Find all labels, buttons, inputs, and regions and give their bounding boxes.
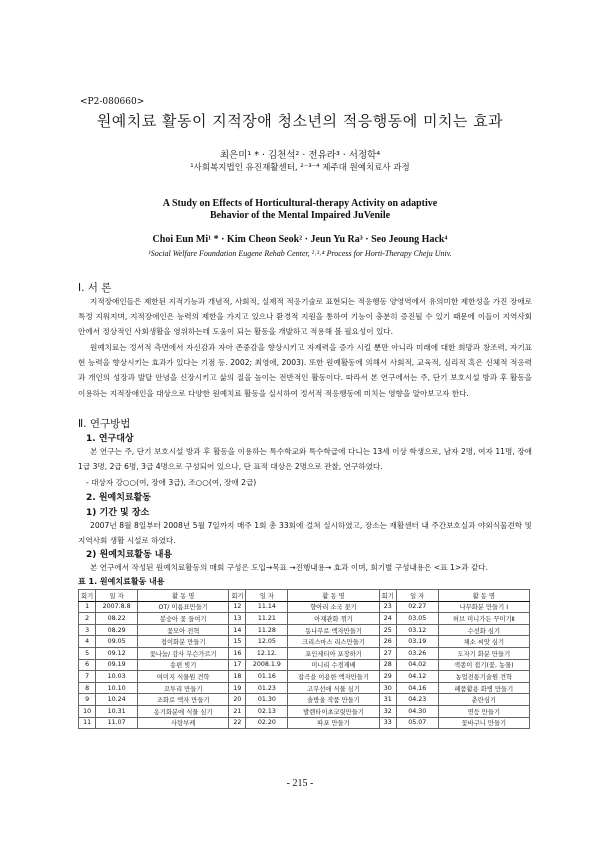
table-cell-session: 31: [379, 694, 396, 706]
table-cell-session: 11: [79, 717, 96, 729]
table-cell-activity: 꽃나눔/ 감사 무슨가르기: [138, 647, 229, 659]
page-number: - 215 -: [286, 778, 314, 789]
table-cell-activity: 발렌타이초코릿만들기: [288, 705, 379, 717]
intro-paragraph-1: 지적장애인들은 제한된 지적기능과 개념적, 사회적, 실제적 적응기술로 표현되는 적응행동 양영역에서 유의미한 제한성을 가진 장애로 특정 지워지며, 지적장애인은 능력의 제한을 가지고 있으나 환경적 지원을 통하여 기능이 충분히 증진될 수 있기 때문에 이들이 지역사회 안에서 정상적인 사회생활을 영위하는데 도움이 되는 활동을 개발하고 적용해 볼 필요성이 있다.: [78, 297, 532, 337]
table-cell-date: 01.30: [246, 694, 288, 706]
table-row: [79, 647, 530, 659]
table-cell-session: 17: [229, 659, 246, 671]
title-english-line1: A Study on Effects of Horticultural-therapy Activity on adaptive: [162, 198, 438, 209]
activity-table: [78, 589, 530, 729]
table-cell-activity: 옹기화분에 식물 심기: [138, 705, 229, 717]
table-cell-activity: 크리스마스 리스만들기: [288, 636, 379, 648]
table-cell-session: 8: [79, 682, 96, 694]
table-cell-activity: 사탕부케: [138, 717, 229, 729]
table-cell-date: 04.30: [396, 705, 438, 717]
title-korean: 원예치료 활동이 지적장애 청소년의 적응행동에 미치는 효과: [96, 112, 504, 130]
table-cell-activity: 연등 만들기: [438, 705, 529, 717]
table-cell-date: 10.03: [96, 671, 138, 683]
table-cell-activity: 춘란심기: [438, 694, 529, 706]
table-cell-session: 26: [379, 636, 396, 648]
subjects-paragraph: 본 연구는 주, 단기 보호시설 방과 후 활동을 이용하는 특수학교와 특수학급에 다니는 13세 이상 학생으로, 남자 2명, 여자 11명, 장애1급 3명, 2급 6명, 3급 4명으로 구성되어 있으나, 단 표적 대상은 2명으로 관찰, 연구하였다.: [78, 447, 532, 472]
table-cell-session: 27: [379, 647, 396, 659]
section-heading-methods: Ⅱ. 연구방법: [78, 418, 131, 430]
table-row: [79, 636, 530, 648]
table-cell-date: 10.31: [96, 705, 138, 717]
table-cell-date: 02.13: [246, 705, 288, 717]
table-cell-date: 11.21: [246, 613, 288, 625]
table-row: [79, 601, 530, 613]
header-date: 일 자: [96, 590, 138, 602]
header-activity: 활 동 명: [138, 590, 229, 602]
table-row: [79, 613, 530, 625]
table-cell-date: 12.05: [246, 636, 288, 648]
table-caption: 표 1. 원예치료활동 내용: [78, 577, 165, 586]
title-english: [0, 198, 600, 222]
table-cell-session: 24: [379, 613, 396, 625]
table-cell-date: 03.05: [396, 613, 438, 625]
affiliation-korean: ¹사회복지법인 유진재활센터, ²⁻³⁻⁴ 제주대 원예치료사 과정: [190, 163, 410, 173]
table-cell-session: 6: [79, 659, 96, 671]
table-cell-activity: 나무화분 만들기 Ⅰ: [438, 601, 529, 613]
title-english-line2: Behavior of the Mental Impaired JuVenile: [209, 210, 391, 221]
authors-korean: 최은미¹ * · 김천석² · 전유라³ · 서정학⁴: [219, 150, 381, 161]
table-cell-session: 32: [379, 705, 396, 717]
table-cell-date: 08.22: [96, 613, 138, 625]
table-cell-date: 04.23: [396, 694, 438, 706]
table-cell-session: 19: [229, 682, 246, 694]
table-cell-session: 25: [379, 624, 396, 636]
table-cell-session: 21: [229, 705, 246, 717]
table-cell-date: 03.19: [396, 636, 438, 648]
table-cell-session: 13: [229, 613, 246, 625]
subjects-note: - 대상자 강○○(여, 장애 3급), 조○○(여, 장애 2급): [86, 478, 257, 487]
subheading-period-place: 1) 기간 및 장소: [86, 508, 150, 518]
table-row: [79, 705, 530, 717]
header-session: 회기: [79, 590, 96, 602]
table-cell-activity: 솔방울 작품 만들기: [288, 694, 379, 706]
table-cell-session: 2: [79, 613, 96, 625]
table-cell-session: 4: [79, 636, 96, 648]
subheading-subjects: 1. 연구대상: [86, 434, 134, 444]
table-cell-activity: 꽃바구니 만들기: [438, 717, 529, 729]
table-cell-activity: 꽃모아 전혁: [138, 624, 229, 636]
table-cell-activity: 잡곡을 이용한 액자만들기: [288, 671, 379, 683]
table-row: [79, 659, 530, 671]
table-cell-date: 05.07: [396, 717, 438, 729]
affiliation-english: ¹Social Welfare Foundation Eugene Rehab Center, ²˒³˒⁴ Process for Horti-Therapy Cheju Univ.: [148, 249, 452, 258]
subheading-activity-content: 2) 원예치료활동 내용: [86, 550, 173, 560]
header-session: 회기: [379, 590, 396, 602]
table-cell-date: 03.12: [396, 624, 438, 636]
table-cell-session: 5: [79, 647, 96, 659]
table-cell-activity: 동나무로 액자만들기: [288, 624, 379, 636]
table-cell-date: 11.07: [96, 717, 138, 729]
table-cell-activity: 조화로 액자 만들기: [138, 694, 229, 706]
table-cell-session: 10: [79, 705, 96, 717]
table-cell-date: 03.26: [396, 647, 438, 659]
activity-content-paragraph: 본 연구에서 작성된 원예치료활동의 매회 구성은 도입→목표 →진행내용→ 효과 이며, 회기별 구성내용은 <표 1>과 같다.: [90, 563, 489, 572]
table-cell-activity: OT/ 이름표만들기: [138, 601, 229, 613]
table-cell-activity: 색종이 접기(꽃, 농물): [438, 659, 529, 671]
table-row: [79, 717, 530, 729]
table-cell-activity: 송편 빚기: [138, 659, 229, 671]
table-cell-date: 04.02: [396, 659, 438, 671]
table-cell-session: 9: [79, 694, 96, 706]
table-cell-activity: 여미지 식물원 견학: [138, 671, 229, 683]
header-activity: 활 동 명: [438, 590, 529, 602]
table-cell-session: 28: [379, 659, 396, 671]
authors-english: Choi Eun Mi¹ * · Kim Cheon Seok² · Jeun Yu Ra³ · Seo Jeoung Hack⁴: [152, 234, 448, 245]
table-cell-activity: 미니리 수경재배: [288, 659, 379, 671]
table-cell-session: 1: [79, 601, 96, 613]
table-cell-session: 7: [79, 671, 96, 683]
table-cell-session: 18: [229, 671, 246, 683]
table-cell-date: 09.05: [96, 636, 138, 648]
table-row: [79, 694, 530, 706]
table-cell-session: 16: [229, 647, 246, 659]
table-cell-date: 11.28: [246, 624, 288, 636]
table-cell-date: 12.12.: [246, 647, 288, 659]
table-row: [79, 624, 530, 636]
table-cell-session: 12: [229, 601, 246, 613]
table-row: [79, 682, 530, 694]
section-heading-intro: Ⅰ. 서 론: [78, 282, 112, 294]
table-cell-date: 01.23: [246, 682, 288, 694]
table-cell-activity: 꼬투리 만들기: [138, 682, 229, 694]
table-cell-activity: 도자기 화분 만들기: [438, 647, 529, 659]
table-cell-activity: 농업전통기술원 견학: [438, 671, 529, 683]
table-cell-session: 20: [229, 694, 246, 706]
table-cell-date: 10.24: [96, 694, 138, 706]
period-paragraph: 2007년 8월 8일부터 2008년 5월 7일까지 매주 1회 총 33회에 걸쳐 실시하였고, 장소는 재활센터 내 주간보호실과 야외식물견학 및 지역사회 생활 시설로 하였다.: [78, 521, 532, 546]
table-cell-date: 10.10: [96, 682, 138, 694]
table-cell-session: 14: [229, 624, 246, 636]
table-cell-activity: 채소 씨앗 심기: [438, 636, 529, 648]
table-cell-session: 30: [379, 682, 396, 694]
table-cell-date: 09.19: [96, 659, 138, 671]
header-date: 일 자: [246, 590, 288, 602]
table-cell-session: 22: [229, 717, 246, 729]
header-activity: 활 동 명: [288, 590, 379, 602]
table-cell-date: 2007.8.8: [96, 601, 138, 613]
table-header-row: [79, 590, 530, 602]
table-cell-session: 3: [79, 624, 96, 636]
paper-code: <P2-080660>: [80, 97, 145, 107]
table-cell-session: 23: [379, 601, 396, 613]
table-cell-session: 15: [229, 636, 246, 648]
table-row: [79, 671, 530, 683]
table-cell-activity: 접이화분 만들기: [138, 636, 229, 648]
table-cell-activity: 향아리 소국 꽂기: [288, 601, 379, 613]
table-cell-date: 02.20: [246, 717, 288, 729]
table-cell-date: 01.16: [246, 671, 288, 683]
header-date: 일 자: [396, 590, 438, 602]
table-cell-activity: 고무선애 식물 심기: [288, 682, 379, 694]
table-cell-date: 08.29: [96, 624, 138, 636]
table-cell-session: 29: [379, 671, 396, 683]
table-cell-activity: 봉숭아 꽃 들여기: [138, 613, 229, 625]
table-cell-activity: 수선화 심기: [438, 624, 529, 636]
table-cell-date: 11.14: [246, 601, 288, 613]
table-cell-session: 33: [379, 717, 396, 729]
table-cell-date: 04.12: [396, 671, 438, 683]
table-cell-date: 09.12: [96, 647, 138, 659]
table-cell-activity: 폐품활용 화병 만들기: [438, 682, 529, 694]
table-cell-date: 02.27: [396, 601, 438, 613]
table-cell-activity: 포인세티아 포장하기: [288, 647, 379, 659]
table-cell-activity: 허브 미니가든 꾸미기Ⅱ: [438, 613, 529, 625]
table-cell-activity: 아재관화 꺾기: [288, 613, 379, 625]
header-session: 회기: [229, 590, 246, 602]
subheading-activities: 2. 원예치료활동: [86, 493, 151, 503]
table-cell-activity: 따포 만들기: [288, 717, 379, 729]
table-cell-date: 04.16: [396, 682, 438, 694]
intro-paragraph-2: 원예치료는 정서적 측면에서 자신감과 자아 존중감을 향상시키고 자제력을 증가 시킬 뿐만 아니라 미래에 대한 희망과 창조력, 자기표현 능력을 향상시키는 효과가 있다는 기점 등. 2002; 최영애, 2003). 또한 원예활동에 의해서 사회적, 교육적, 심리적 혹은 신체적 적응력과 개인의 성장과 발달 안녕을 신장시키고 삶의 질을 높이는 전반적인 활동이다. 따라서 본 연구에서는 주, 단기 보호시설 방과 후 활동을 이용하는 지적장애인을 대상으로 다양한 원예치료 활동을 실시하여 정서적 적응행동에 미치는 영향을 알아보고자 한다.: [78, 343, 532, 398]
table-cell-date: 2008.1.9: [246, 659, 288, 671]
